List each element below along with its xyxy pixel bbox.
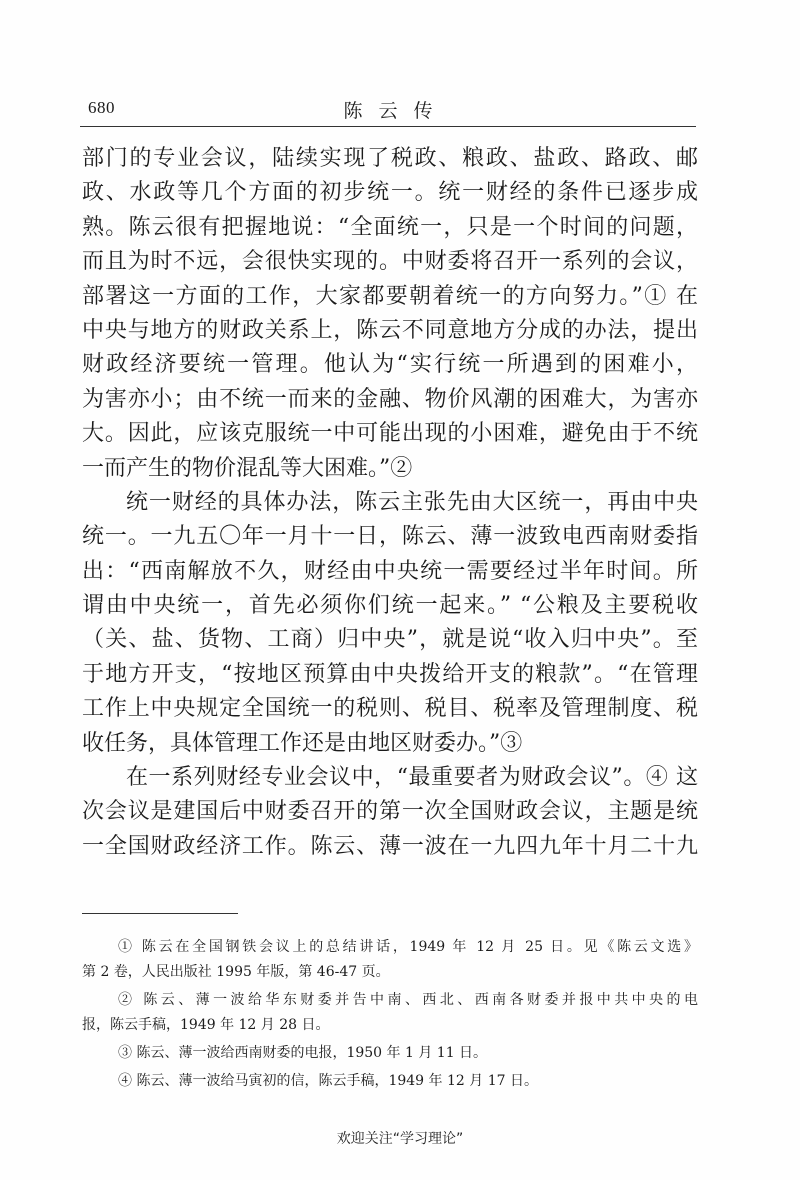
footnote-line: 报，陈云手稿，1949 年 12 月 28 日。 <box>82 1017 330 1033</box>
footnote-divider <box>82 913 238 914</box>
text-line: 谓由中央统一，首先必须你们统一起来。” “公粮及主要税收 <box>82 593 698 619</box>
text-line: 大。因此，应该克服统一中可能出现的小困难，避免由于不统 <box>82 421 698 447</box>
footnote <box>82 1069 698 1094</box>
text-line: 一全国财政经济工作。陈云、薄一波在一九四九年十月二十九 <box>82 833 698 859</box>
footnotes <box>82 935 698 1097</box>
text-line: 工作上中央规定全国统一的税则、税目、税率及管理制度、税 <box>82 696 698 722</box>
footnote-line: ③ 陈云、薄一波给西南财委的电报，1950 年 1 月 11 日。 <box>118 1045 488 1061</box>
text-line: 于地方开支，“按地区预算由中央拨给开支的粮款”。“在管理 <box>82 661 698 687</box>
text-line: 熟。陈云很有把握地说：“全面统一，只是一个时间的问题， <box>82 214 698 240</box>
text-line: 次会议是建国后中财委召开的第一次全国财政会议，主题是统 <box>82 799 698 825</box>
body-text <box>82 142 698 864</box>
page-number: 680 <box>88 98 115 117</box>
text-line: 出：“西南解放不久，财经由中央统一需要经过半年时间。所 <box>82 558 698 584</box>
text-line: 财政经济要统一管理。他认为“实行统一所遇到的困难小， <box>82 352 698 378</box>
text-line: 一而产生的物价混乱等大困难。”② <box>82 455 413 481</box>
footnote-line: ④ 陈云、薄一波给马寅初的信，陈云手稿，1949 年 12 月 17 日。 <box>118 1073 538 1089</box>
footnote-line: ① 陈云在全国钢铁会议上的总结讲话，1949 年 12 月 25 日。见《陈云文选》 <box>118 939 698 955</box>
footnote <box>82 1041 698 1066</box>
footnote-line: 第 2 卷，人民出版社 1995 年版，第 46-47 页。 <box>82 964 390 980</box>
text-line: 统一财经的具体办法，陈云主张先由大区统一，再由中央 <box>126 489 698 515</box>
footnote <box>82 935 698 985</box>
text-line: 而且为时不远，会很快实现的。中财委将召开一系列的会议， <box>82 249 698 275</box>
text-line: 统一。一九五〇年一月十一日，陈云、薄一波致电西南财委指 <box>82 524 698 550</box>
page-header <box>80 96 696 127</box>
text-line: 部署这一方面的工作，大家都要朝着统一的方向努力。”① 在 <box>82 283 698 309</box>
text-line: 部门的专业会议，陆续实现了税政、粮政、盐政、路政、邮 <box>82 146 698 171</box>
text-line: （关、盐、货物、工商）归中央”，就是说“收入归中央”。至 <box>82 627 698 653</box>
footnote <box>82 988 698 1038</box>
page-footer: 欢迎关注“学习理论” <box>336 1131 464 1147</box>
text-line: 收任务，具体管理工作还是由地区财委办。”③ <box>82 730 523 756</box>
text-line: 为害亦小；由不统一而来的金融、物价风潮的困难大，为害亦 <box>82 386 698 412</box>
text-line: 政、水政等几个方面的初步统一。统一财经的条件已逐步成 <box>82 180 698 206</box>
text-line: 在一系列财经专业会议中，“最重要者为财政会议”。④ 这 <box>126 765 698 791</box>
footnote-line: ② 陈云、薄一波给华东财委并告中南、西北、西南各财委并报中共中央的电 <box>118 992 698 1008</box>
running-title: 陈云传 <box>343 100 449 122</box>
text-line: 中央与地方的财政关系上，陈云不同意地方分成的办法，提出 <box>82 317 698 343</box>
